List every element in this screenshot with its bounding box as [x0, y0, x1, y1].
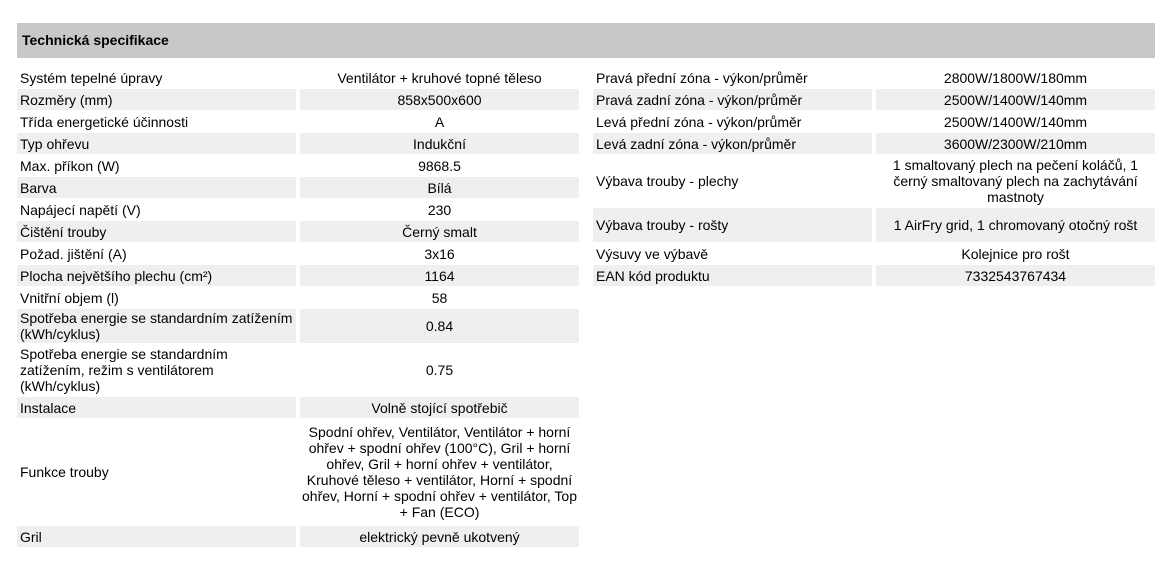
spec-row [593, 208, 1155, 242]
spec-label: Spotřeba energie se standardním zatížením, režim s ventilátorem (kWh/cyklus) [20, 346, 228, 394]
spec-value: 230 [427, 201, 452, 218]
spec-value: 0.84 [300, 309, 579, 343]
spec-value: A [434, 113, 445, 130]
spec-value: 7332543767434 [876, 265, 1155, 286]
spec-value: Spodní ohřev, Ventilátor, Ventilátor + horní ohřev + spodní ohřev (100°C), Gril + horní ohřev, Gril + horní ohřev + ventilátor, Kruhové těleso + ventilátor, Horní + spodní ohřev, Horní + spodní ohřev + ventilátor, Top + Fan (ECO) [302, 424, 577, 520]
spec-value: 3600W/2300W/210mm [876, 133, 1155, 154]
spec-value: 58 [431, 289, 448, 306]
spec-label: Výbava trouby - plechy [596, 173, 739, 189]
spec-table-left [17, 67, 579, 548]
spec-label: Spotřeba energie se standardním zatížením (kWh/cyklus) [17, 309, 296, 343]
spec-label: Vnitřní objem (l) [20, 289, 119, 306]
spec-value: 0.75 [425, 362, 454, 378]
spec-value: 1 AirFry grid, 1 chromovaný otočný rošt [876, 208, 1155, 242]
spec-label: Systém tepelné úpravy [20, 69, 163, 86]
spec-row [17, 526, 579, 547]
spec-row [17, 111, 579, 132]
spec-value: 3x16 [424, 245, 455, 262]
spec-value: Bílá [300, 177, 579, 198]
spec-row [17, 397, 579, 418]
spec-label: Funkce trouby [20, 464, 109, 480]
spec-row [17, 155, 579, 176]
spec-value: Černý smalt [300, 221, 579, 242]
spec-row [17, 89, 579, 110]
spec-label: EAN kód produktu [593, 265, 872, 286]
spec-label: Barva [17, 177, 296, 198]
spec-label: Plocha největšího plechu (cm²) [17, 265, 296, 286]
spec-row [17, 344, 579, 396]
spec-label: Levá přední zóna - výkon/průměr [596, 113, 802, 130]
spec-value: 9868.5 [418, 157, 461, 174]
spec-label: Výbava trouby - rošty [593, 208, 872, 242]
spec-label: Instalace [17, 397, 296, 418]
spec-row [17, 221, 579, 242]
spec-value: Indukční [300, 133, 579, 154]
spec-row [17, 287, 579, 308]
spec-label: Levá zadní zóna - výkon/průměr [593, 133, 872, 154]
spec-value: 2500W/1400W/140mm [876, 89, 1155, 110]
spec-row [17, 177, 579, 198]
spec-value: 2800W/1800W/180mm [943, 69, 1088, 86]
spec-row [593, 133, 1155, 154]
spec-row [593, 89, 1155, 110]
spec-label: Třída energetické účinnosti [20, 113, 189, 130]
spec-row [17, 67, 579, 88]
spec-label: Rozměry (mm) [17, 89, 296, 110]
spec-row [17, 199, 579, 220]
spec-value: 1164 [300, 265, 579, 286]
spec-row [593, 265, 1155, 286]
spec-row [593, 67, 1155, 88]
spec-label: Požad. jištění (A) [20, 245, 127, 262]
spec-value: Ventilátor + kruhové topné těleso [337, 69, 542, 86]
spec-value: 1 smaltovaný plech na pečení koláčů, 1 černý smaltovaný plech na zachytávání mastnoty [892, 157, 1139, 205]
spec-value: 2500W/1400W/140mm [943, 113, 1088, 130]
spec-row [593, 243, 1155, 264]
spec-label: Pravá přední zóna - výkon/průměr [596, 69, 808, 86]
spec-value: elektrický pevně ukotvený [300, 526, 579, 547]
spec-row [17, 419, 579, 525]
spec-row [17, 133, 579, 154]
section-title: Technická specifikace [17, 23, 1155, 58]
spec-row [593, 155, 1155, 207]
spec-row [17, 243, 579, 264]
spec-label: Typ ohřevu [17, 133, 296, 154]
spec-value: 858x500x600 [300, 89, 579, 110]
spec-row [593, 111, 1155, 132]
spec-row [17, 265, 579, 286]
spec-label: Napájecí napětí (V) [20, 201, 141, 218]
spec-label: Výsuvy ve výbavě [596, 245, 709, 262]
spec-row [17, 309, 579, 343]
spec-label: Gril [17, 526, 296, 547]
spec-table-right [593, 67, 1155, 287]
spec-label: Pravá zadní zóna - výkon/průměr [593, 89, 872, 110]
spec-value: Volně stojící spotřebič [300, 397, 579, 418]
spec-value: Kolejnice pro rošt [961, 245, 1070, 262]
spec-label: Max. příkon (W) [20, 157, 120, 174]
spec-label: Čištění trouby [17, 221, 296, 242]
